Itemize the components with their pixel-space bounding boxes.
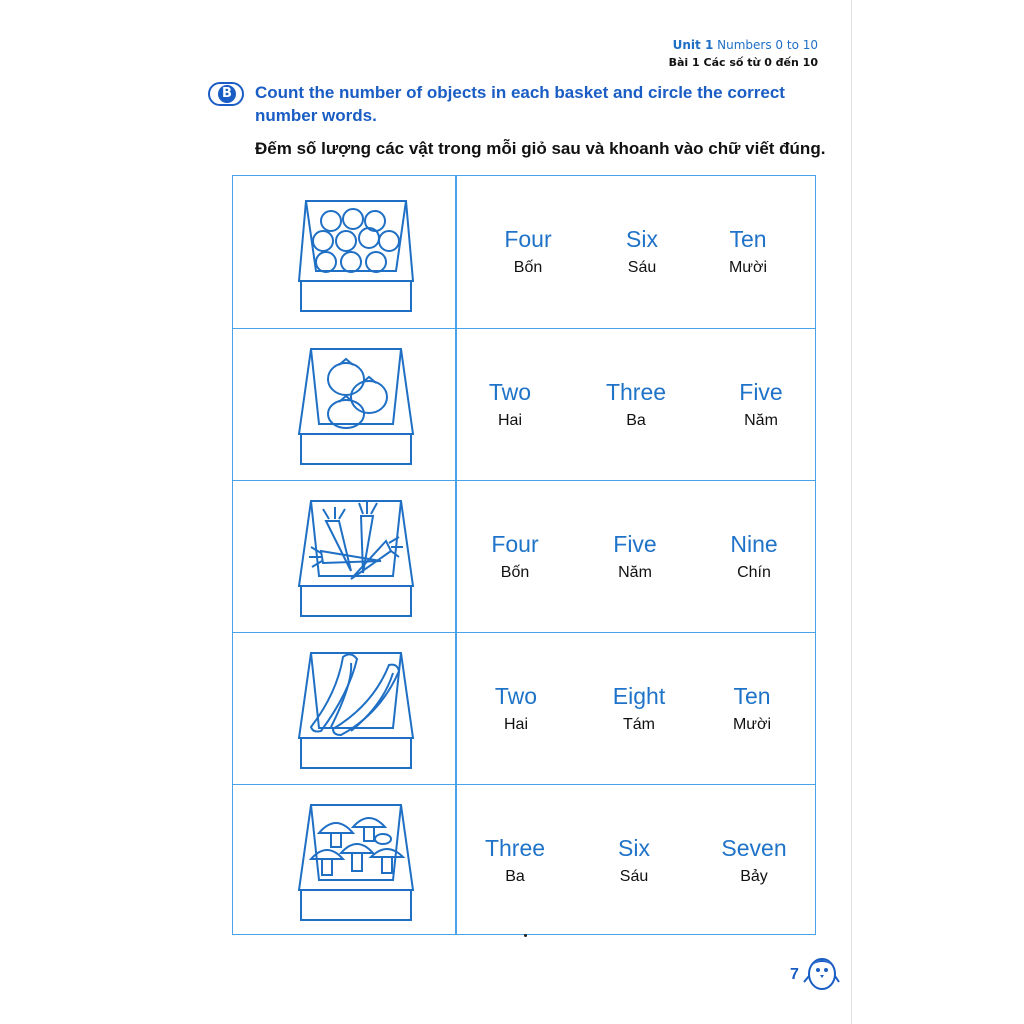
choice-english: Two bbox=[488, 379, 532, 405]
choice-option[interactable] bbox=[460, 529, 570, 585]
basket-mushrooms-icon bbox=[291, 795, 421, 925]
lesson-title: Bài 1 Các số từ 0 đến 10 bbox=[668, 56, 818, 69]
choice-english: Nine bbox=[730, 531, 778, 557]
basket-apples-icon bbox=[291, 186, 421, 316]
choice-vietnamese: Năm bbox=[618, 564, 652, 581]
choice-english: Five bbox=[613, 531, 657, 557]
basket-tomatoes-icon bbox=[291, 339, 421, 469]
instruction-english: Count the number of objects in each basket and circle the correct number words. bbox=[255, 83, 785, 125]
choice-option[interactable] bbox=[706, 377, 816, 433]
choice-vietnamese: Sáu bbox=[627, 259, 657, 276]
table-row bbox=[233, 784, 815, 936]
page-number: 7 bbox=[790, 966, 799, 983]
choice-english: Four bbox=[491, 531, 539, 557]
table-row bbox=[233, 632, 815, 784]
page-header bbox=[669, 37, 818, 71]
exercise-table bbox=[232, 175, 816, 935]
choice-english: Two bbox=[494, 683, 538, 709]
choice-vietnamese: Ba bbox=[626, 412, 646, 429]
choice-english: Four bbox=[504, 226, 552, 252]
choice-option[interactable] bbox=[693, 224, 803, 280]
choice-vietnamese: Bảy bbox=[740, 868, 768, 885]
choice-vietnamese: Bốn bbox=[500, 564, 530, 581]
choice-option[interactable] bbox=[581, 377, 691, 433]
exercise-badge bbox=[208, 82, 244, 106]
choice-option[interactable] bbox=[699, 833, 809, 889]
basket-bacon-icon bbox=[291, 643, 421, 773]
choice-vietnamese: Hai bbox=[503, 716, 528, 733]
choice-vietnamese: Năm bbox=[744, 412, 778, 429]
choice-english: Three bbox=[605, 379, 667, 405]
choice-option[interactable] bbox=[460, 833, 570, 889]
choice-vietnamese: Tám bbox=[623, 716, 655, 733]
table-row bbox=[233, 480, 815, 632]
choice-option[interactable] bbox=[587, 224, 697, 280]
choice-vietnamese: Mười bbox=[732, 716, 772, 733]
choice-english: Three bbox=[484, 835, 546, 861]
unit-label: Unit 1 bbox=[672, 38, 714, 52]
choice-option[interactable] bbox=[455, 377, 565, 433]
choice-english: Eight bbox=[612, 683, 666, 709]
choice-option[interactable] bbox=[461, 681, 571, 737]
table-row bbox=[233, 176, 815, 328]
table-row bbox=[233, 328, 815, 480]
instruction-vietnamese: Đếm số lượng các vật trong mỗi giỏ sau và khoanh vào chữ viết đúng. bbox=[255, 139, 826, 158]
choice-vietnamese: Hai bbox=[497, 412, 522, 429]
basket-carrots-icon bbox=[291, 491, 421, 621]
choice-vietnamese: Ba bbox=[505, 868, 525, 885]
choice-english: Seven bbox=[721, 835, 787, 861]
choice-vietnamese: Bốn bbox=[513, 259, 543, 276]
unit-heading bbox=[669, 37, 818, 54]
choice-option[interactable] bbox=[579, 833, 689, 889]
unit-title: Numbers 0 to 10 bbox=[717, 38, 818, 52]
choice-option[interactable] bbox=[699, 529, 809, 585]
penguin-mascot-icon bbox=[800, 948, 840, 992]
choice-english: Five bbox=[739, 379, 783, 405]
choice-english: Six bbox=[618, 835, 650, 861]
choice-vietnamese: Sáu bbox=[619, 868, 649, 885]
exercise-badge-letter: B bbox=[218, 85, 236, 103]
choice-english: Six bbox=[626, 226, 658, 252]
choice-vietnamese: Mười bbox=[728, 259, 768, 276]
choice-option[interactable] bbox=[697, 681, 807, 737]
choice-english: Ten bbox=[729, 226, 767, 252]
choice-option[interactable] bbox=[584, 681, 694, 737]
choice-vietnamese: Chín bbox=[737, 564, 771, 581]
choice-english: Ten bbox=[733, 683, 771, 709]
choice-option[interactable] bbox=[580, 529, 690, 585]
choice-option[interactable] bbox=[473, 224, 583, 280]
decorative-dot bbox=[524, 934, 527, 937]
